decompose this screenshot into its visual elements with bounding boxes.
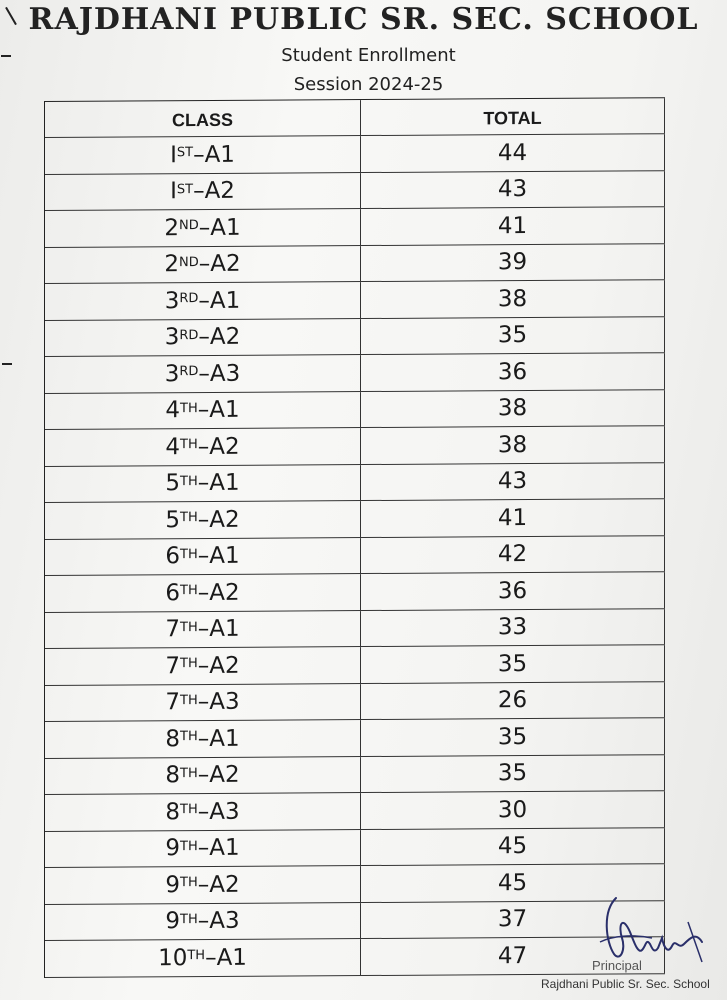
class-number: 4 xyxy=(165,433,181,461)
class-section: A1 xyxy=(209,835,240,862)
class-number: 9 xyxy=(165,835,181,862)
class-section: A2 xyxy=(209,433,240,460)
table-row xyxy=(45,499,665,539)
total-cell: 26 xyxy=(361,682,665,719)
class-section: A1 xyxy=(209,616,240,643)
total-cell: 38 xyxy=(361,280,665,317)
total-cell: 35 xyxy=(361,317,665,354)
class-number: 7 xyxy=(165,652,181,680)
class-number: 3 xyxy=(164,287,180,315)
total-cell: 36 xyxy=(361,572,665,609)
class-separator: – xyxy=(197,762,210,789)
table-row xyxy=(45,426,665,466)
table-row xyxy=(45,280,665,320)
class-ordinal-suffix: RD xyxy=(179,327,199,343)
class-separator: – xyxy=(205,944,217,971)
class-cell xyxy=(45,574,361,611)
class-section: A3 xyxy=(209,689,240,716)
class-separator: – xyxy=(197,725,210,752)
class-cell xyxy=(45,830,361,867)
class-section: A1 xyxy=(209,543,240,570)
class-cell xyxy=(45,173,361,210)
class-separator: – xyxy=(197,652,210,679)
total-cell: 35 xyxy=(361,645,665,682)
column-header-total: TOTAL xyxy=(361,98,665,135)
total-cell: 43 xyxy=(361,463,665,500)
table-row xyxy=(45,390,665,430)
class-ordinal-suffix: RD xyxy=(179,291,199,307)
class-section: A1 xyxy=(209,725,240,752)
table-row xyxy=(45,317,665,357)
total-cell: 41 xyxy=(361,207,665,244)
table-header-row xyxy=(45,98,665,138)
class-section: A2 xyxy=(209,324,241,351)
table-row xyxy=(45,353,665,393)
column-header-class: CLASS xyxy=(45,100,361,137)
table-row xyxy=(45,536,665,576)
class-ordinal-suffix: TH xyxy=(180,510,198,526)
class-cell xyxy=(45,355,361,392)
class-cell xyxy=(45,136,361,173)
class-cell xyxy=(45,465,361,502)
total-cell: 35 xyxy=(361,718,665,755)
class-cell xyxy=(45,757,361,794)
table-row xyxy=(45,864,665,904)
class-number: 4 xyxy=(165,397,181,424)
class-separator: – xyxy=(198,360,210,387)
class-ordinal-suffix: TH xyxy=(180,400,198,416)
class-section: A1 xyxy=(204,141,235,168)
class-section: A1 xyxy=(209,287,241,314)
class-section: A3 xyxy=(209,908,240,935)
class-separator: – xyxy=(197,835,210,862)
class-ordinal-suffix: TH xyxy=(180,875,198,891)
class-separator: – xyxy=(197,543,210,570)
class-separator: – xyxy=(197,798,210,825)
total-cell: 45 xyxy=(361,828,665,865)
class-ordinal-suffix: TH xyxy=(187,948,206,964)
class-section: A1 xyxy=(216,944,247,971)
class-cell xyxy=(45,538,361,575)
class-ordinal-suffix: TH xyxy=(180,619,198,635)
class-ordinal-suffix: ST xyxy=(176,145,194,161)
class-section: A2 xyxy=(209,579,240,606)
class-ordinal-suffix: TH xyxy=(180,692,198,708)
class-ordinal-suffix: TH xyxy=(180,765,198,781)
class-section: A1 xyxy=(209,470,240,497)
class-cell xyxy=(45,319,361,356)
class-section: A2 xyxy=(204,178,235,205)
table-body xyxy=(45,134,665,977)
class-section: A3 xyxy=(209,360,241,387)
table-row xyxy=(45,937,665,977)
total-cell: 39 xyxy=(361,244,665,281)
class-cell xyxy=(45,793,361,830)
total-cell: 42 xyxy=(361,536,665,573)
enrollment-table xyxy=(44,97,665,977)
class-number: 5 xyxy=(165,470,181,497)
class-separator: – xyxy=(197,616,210,643)
table-row xyxy=(45,755,665,795)
table-row xyxy=(45,609,665,649)
table-row xyxy=(45,244,665,284)
class-number: 6 xyxy=(165,579,181,607)
class-cell xyxy=(45,611,361,648)
class-number: 8 xyxy=(165,725,181,753)
total-cell: 38 xyxy=(361,426,665,463)
table-row xyxy=(45,901,665,941)
class-number: 9 xyxy=(165,908,181,935)
total-cell: 36 xyxy=(361,353,665,390)
table-row xyxy=(45,828,665,868)
table-row xyxy=(45,207,665,247)
table-row xyxy=(45,718,665,758)
class-ordinal-suffix: TH xyxy=(180,546,198,562)
class-separator: – xyxy=(197,908,210,935)
table-row xyxy=(45,791,665,831)
margin-tick xyxy=(1,55,11,57)
class-separator: – xyxy=(198,214,211,241)
class-separator: – xyxy=(197,689,210,716)
class-ordinal-suffix: TH xyxy=(180,729,198,745)
class-cell xyxy=(45,392,361,429)
class-separator: – xyxy=(198,287,210,314)
total-cell: 38 xyxy=(361,390,665,427)
class-number: 3 xyxy=(164,324,180,351)
class-number: 5 xyxy=(165,506,181,534)
class-cell xyxy=(45,428,361,465)
margin-tick xyxy=(2,363,12,365)
class-section: A2 xyxy=(209,871,240,898)
class-separator: – xyxy=(197,871,210,898)
total-cell: 33 xyxy=(361,609,665,646)
class-separator: – xyxy=(197,470,210,497)
class-cell xyxy=(45,209,361,246)
total-cell: 43 xyxy=(361,171,665,208)
class-number: 6 xyxy=(165,543,181,570)
total-cell: 35 xyxy=(361,755,665,792)
class-number: 3 xyxy=(164,360,180,388)
class-section: A2 xyxy=(209,652,240,679)
class-number: 8 xyxy=(165,762,181,789)
class-cell xyxy=(45,866,361,903)
total-cell: 47 xyxy=(361,937,665,974)
class-separator: – xyxy=(198,324,210,351)
class-ordinal-suffix: TH xyxy=(180,656,198,672)
table-row xyxy=(45,134,665,174)
total-cell: 45 xyxy=(361,864,665,901)
class-cell xyxy=(45,501,361,538)
class-separator: – xyxy=(198,251,211,278)
class-number: I xyxy=(170,141,177,168)
session-label: Session 2024-25 xyxy=(293,74,444,95)
total-cell: 44 xyxy=(361,134,665,171)
class-section: A3 xyxy=(209,798,240,825)
class-separator: – xyxy=(197,397,210,424)
class-ordinal-suffix: RD xyxy=(179,364,199,380)
class-cell xyxy=(45,647,361,684)
total-cell: 41 xyxy=(361,499,665,536)
principal-label: Principal xyxy=(592,958,642,973)
class-separator: – xyxy=(197,579,210,606)
class-separator: – xyxy=(193,141,205,168)
table-row xyxy=(45,171,665,211)
class-number: 2 xyxy=(164,214,179,242)
class-cell xyxy=(45,282,361,319)
class-cell xyxy=(45,246,361,283)
class-ordinal-suffix: TH xyxy=(180,437,198,453)
class-cell xyxy=(45,939,361,976)
class-ordinal-suffix: ST xyxy=(176,181,194,197)
table-row xyxy=(45,645,665,685)
class-cell xyxy=(45,903,361,940)
class-number: I xyxy=(170,178,177,205)
document-subtitle: Student Enrollment xyxy=(281,45,456,66)
school-stamp: Rajdhani Public Sr. Sec. School xyxy=(541,977,710,991)
class-number: 7 xyxy=(165,616,181,643)
class-ordinal-suffix: TH xyxy=(180,583,198,599)
class-number: 10 xyxy=(158,944,188,972)
class-ordinal-suffix: ND xyxy=(179,218,199,234)
class-section: A2 xyxy=(210,251,241,278)
total-cell: 37 xyxy=(361,901,665,938)
table-row xyxy=(45,463,665,503)
class-section: A1 xyxy=(209,397,240,424)
class-separator: – xyxy=(197,506,210,533)
class-cell xyxy=(45,684,361,721)
class-number: 7 xyxy=(165,689,181,716)
class-section: A1 xyxy=(210,214,241,241)
class-separator: – xyxy=(197,433,210,460)
class-ordinal-suffix: TH xyxy=(180,473,198,489)
class-section: A2 xyxy=(209,506,240,533)
class-cell xyxy=(45,720,361,757)
table-row xyxy=(45,682,665,722)
class-section: A2 xyxy=(209,762,240,789)
class-number: 2 xyxy=(164,251,179,278)
class-ordinal-suffix: TH xyxy=(180,838,198,854)
class-number: 8 xyxy=(165,798,181,826)
total-cell: 30 xyxy=(361,791,665,828)
table-row xyxy=(45,572,665,612)
class-ordinal-suffix: ND xyxy=(179,254,199,270)
school-name: RAJDHANI PUBLIC SR. SEC. SCHOOL xyxy=(28,2,699,37)
class-ordinal-suffix: TH xyxy=(180,911,198,927)
class-ordinal-suffix: TH xyxy=(180,802,198,818)
class-separator: – xyxy=(193,178,205,205)
class-number: 9 xyxy=(165,871,181,899)
